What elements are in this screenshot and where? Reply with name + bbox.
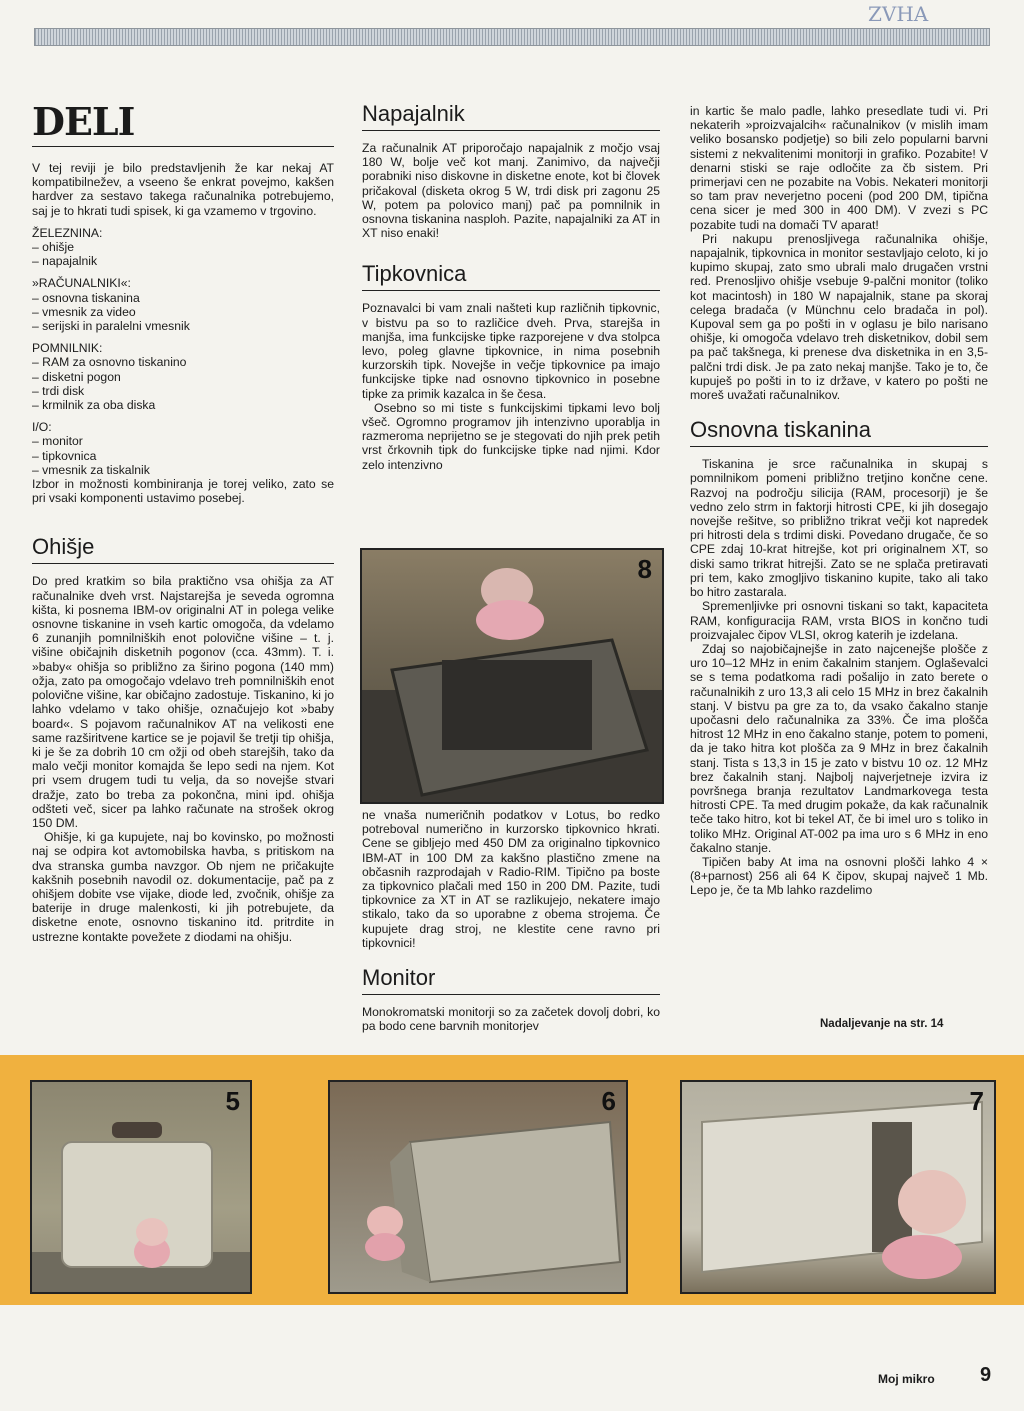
monitor-continued: in kartic še malo padle, lahko presedlate tudi vi. Pri nekaterih »proizvajalcih« računalnikov (v mislih imam veliko bosansko podjetje) so bili zelo popularni barvni sistemi z nekvalitenimi monitorji in grafiko. Pozabite! V denarni stiski se raje odločite za čb sistem. Pri primerjavi cen ne pozabite na Vobis. Nekateri monitorji so tam prav neverjetno poceni (pod 200 DM, tipična cena sicer je med 300 in 400 DM). V zvezi s PC pozabite tudi na domači TV aparat! bbox=[690, 104, 988, 232]
list-item: – napajalnik bbox=[32, 254, 98, 269]
list-heading: ŽELEZNINA: bbox=[32, 225, 103, 240]
list-item: – serijski in paralelni vmesnik bbox=[32, 319, 190, 334]
magazine-name: Moj mikro bbox=[878, 1372, 935, 1386]
section-rule bbox=[32, 563, 334, 564]
list-heading: I/O: bbox=[32, 420, 52, 435]
list-item: – trdi disk bbox=[32, 383, 85, 398]
list-heading: POMNILNIK: bbox=[32, 341, 103, 356]
list-item: – osnovna tiskanina bbox=[32, 290, 140, 305]
io-list bbox=[32, 420, 334, 477]
section-rule bbox=[362, 290, 660, 291]
section-rule bbox=[362, 994, 660, 995]
list-item: – disketni pogon bbox=[32, 369, 121, 384]
list-item: – vmesnik za tiskalnik bbox=[32, 462, 150, 477]
list-item: – ohišje bbox=[32, 240, 75, 255]
tipkovnica-paragraph-2: Osebno so mi tiste s funkcijskimi tipkami levo bolj všeč. Ogromno programov jih intenzivno uporablja in razmeroma neprijetno se je stegovati do njih prek petih vrst črkovnih tipk do funkcijske tipke nad njimi. Kdor zelo intenzivno bbox=[362, 400, 660, 472]
tiskanina-paragraph-1: Tiskanina je srce računalnika in skupaj s pomnilnikom pomeni približno tretjino končne cene. Razvoj na področju silicija (RAM, procesorji) je še vedno zelo strm in faktorji hitrosti CPE, ki jih dosegajo novejše rešitve, so približno trikrat večji kot napredek pri hitrosti dela s trdimi diski. Povedano drugače, če so CPE zdaj 10-krat hitrejše, kot pri originalnem XT, so diski samo trikrat hitrejši. Zato se ne splača pretiravati pri tem, kako zmogljivo tiskanino kupite, tako ali tako bo hitro zastarala. bbox=[690, 457, 988, 600]
top-decorative-bar bbox=[34, 28, 990, 46]
page-number: 9 bbox=[980, 1364, 992, 1386]
photo-5-illustration bbox=[32, 1082, 250, 1292]
article-title: DELI bbox=[32, 99, 135, 144]
tipkovnica-paragraph-1: Poznavalci bi vam znali našteti kup različnih tipkovnic, v bistvu pa so to različice dveh. Prva, starejša in manjša, ima funkcijske tipke razporejene v dva stolpca levo, poleg glavne tipkovnice, in nima posebnih kurzorskih tipk. Novejše in večje tipkovnice pa imajo funkcijske tipke nad osnovno tipkovnico in posebne tipke za primik kazalca in še česa. bbox=[362, 301, 660, 401]
photo-6-baby-case bbox=[328, 1080, 628, 1294]
section-title-ohisje: Ohišje bbox=[32, 534, 95, 560]
column-2-continued bbox=[362, 800, 660, 1033]
section-title-napajalnik: Napajalnik bbox=[362, 101, 465, 126]
section-rule bbox=[362, 130, 660, 131]
section-title-tipkovnica: Tipkovnica bbox=[362, 261, 467, 287]
zeleznina-list bbox=[32, 226, 334, 269]
photo-number: 6 bbox=[601, 1086, 616, 1116]
list-item: – vmesnik za video bbox=[32, 304, 136, 319]
prenosni-paragraph: Pri nakupu prenosljivega računalnika ohišje, napajalnik, tipkovnica in monitor sestavljajo celoto, ki jo kupimo skupaj, zato smo ubrali malo drugačen vrstni red. Prenosljivo ohišje vsebuje 9-palčni monitor (toliko kot macintosh) in 180 W napajalnik, stane pa skoraj celega bradača (v Münchnu celo bradača in pol). Kupoval sem ga po pošti in v oglasu je bilo narisano ohišje, ki omogoča vdelavo treh disketnikov, dobil sem pa pač takšnega, ki prenese dva disketnika in en 3,5-palčni trdi disk. Je pa zato nekaj manjše. Tako je to, če kupuješ po pošti in to iz države, v katero po pošti ne moreš uvažati računalnikov. bbox=[690, 231, 988, 403]
photo-6-illustration bbox=[330, 1082, 626, 1292]
photo-number: 5 bbox=[225, 1086, 240, 1116]
ohisje-paragraph-2: Ohišje, ki ga kupujete, naj bo kovinsko, po možnosti naj se odpira kot avtomobilska havba, s pritiskom na dva stranska gumba navzgor. Ob njem ne pričakujte kakšnih posebnih navodil oz. dokumentacije, pač pa z ohišjem dobite vse vijake, diode led, zvočnik, ohišje za baterije in druge malenkosti, ki jih potrebujete, da disketne enote, osnovno tiskanino itd. pritrdite in ustrezne kontakte povežete z diodami na ohišju. bbox=[32, 830, 334, 944]
section-title-monitor: Monitor bbox=[362, 965, 436, 991]
monitor-paragraph: Monokromatski monitorji so za začetek dovolj dobri, ko pa bodo cene barvnih monitorjev bbox=[362, 1005, 660, 1034]
photo-number: 7 bbox=[969, 1086, 984, 1116]
photo-5-portable-case bbox=[30, 1080, 252, 1294]
ohisje-paragraph-1: Do pred kratkim so bila praktično vsa ohišja za AT računalnike dveh vrst. Najstarejša je seveda ogromna kišta, ki posnema IBM-ov originalni AT in polega velike osnovne tiskanine in vseh kartic omogoča, da vdelamo 6 zunanjih pomnilniških enot polovične višine – t. j. višine običajnih disketnih pogonov (cca. 43mm). T. i. »baby« ohišja so približno za širino pogona (140 mm) ožja, zato pa omogočajo vdelavo treh pomnilniških enot polovične višine, kar običajno zadostuje. Tiskanino, ki jo lahko vdelamo v tako ohišje, označujejo kot »baby board«. S pojavom računalnikov AT na velikosti ene same razširitvene kartice se je pojavil še tretji tip ohišja, ki je še za dobrih 10 cm ožji od obeh starejših, tako da malo večji monitor komajda še lepo sedi na njem. Kot pri vsem drugem tudi tu velja, da so novejše stvari dražje, zato bo treba za pokončna, mini ipd. ohišja odšteti več, sicer pa lahko računate na strošek okrog 150 DM. bbox=[32, 574, 334, 830]
list-item: – tipkovnica bbox=[32, 448, 97, 463]
list-item: – monitor bbox=[32, 434, 83, 449]
section-rule bbox=[690, 446, 988, 447]
photo-7-illustration bbox=[682, 1082, 994, 1292]
list-item: – RAM za osnovno tiskanino bbox=[32, 355, 187, 370]
intro-paragraph: V tej reviji je bilo predstavljenih že kar nekaj AT kompatibilnežev, a vseeno še enkrat povejmo, kakšen hardver za sestavo takega računalnika potrebujemo, saj je to hkrati tudi spisek, ki ga vzamemo v trgovino. bbox=[32, 161, 334, 218]
tiskanina-paragraph-2: Spremenljivke pri osnovni tiskani so takt, kapaciteta RAM, konfiguracija RAM, vrsta BIOS in končno tudi proizvajalec čipov VLSI, okrog katerih je izdelana. bbox=[690, 599, 988, 642]
list-heading: »RAČUNALNIKI«: bbox=[32, 276, 131, 291]
photo-8-illustration bbox=[362, 550, 662, 802]
racunalniki-list bbox=[32, 276, 334, 333]
section-title-osnovna-tiskanina: Osnovna tiskanina bbox=[690, 417, 871, 443]
napajalnik-paragraph: Za računalnik AT priporočajo napajalnik z močjo vsaj 180 W, bolje več kot manj. Zanimivo, da največji porabniki niso diskovne in disketne enote, kot bi človek pričakoval (disketa okrog 5 W, trdi disk pri zagonu 25 W, potem pa polovico manj) pač pa pomnilnik in osnovna tiskanina nasploh. Pazite, napajalniki za AT in XT niso enaki! bbox=[362, 141, 660, 241]
handwritten-mark: ZVHA bbox=[868, 2, 929, 26]
tiskanina-paragraph-3: Zdaj so najobičajnejše in zato najcenejše plošče z uro 10–12 MHz in enim čakalnim stanjem. Oglaševalci se s tema podatkoma radi pošalijo in zato berete o računalnikih z uro 13,3 ali celo 15 MHz in brez čakalnih stanj. V bistvu pa gre za to, da vsako čakalno stanje upočasni delo računalnika za 33%. Če ima plošča hitrost 12 MHz in eno čakalno stanje, potem to pomeni, da je tako hitra kot plošča za 9 MHz in brez čakalnih stanj. Tista s 13,3 in 15 je zato v bistvu 10 oz. 12 MHz brez čakalnih stanj. Najbolj najverjetneje izvira iz površnega branja rezultatov Landmarkovega testa hitrosti CPE. Ta med drugim pokaže, da kak računalnik teče tako hitro, kot bi tekel AT, če bi imel uro s toliko in toliko MHz. Original AT-002 pa ima uro s 6 MHz in eno čakalno stanje. bbox=[690, 641, 988, 855]
column-3 bbox=[690, 104, 988, 898]
pomnilnik-list bbox=[32, 341, 334, 412]
column-2 bbox=[362, 100, 660, 472]
closing-paragraph: Izbor in možnosti kombiniranja je torej veliko, zato se pri vsaki komponenti ustavimo posebej. bbox=[32, 477, 334, 506]
column-1 bbox=[32, 100, 334, 944]
photo-7-tower-case bbox=[680, 1080, 996, 1294]
photo-8-computer-case-open bbox=[360, 548, 664, 804]
title-rule bbox=[32, 146, 334, 147]
tiskanina-paragraph-4: Tipičen baby At ima na osnovni plošči lahko 4 × (8+parnost) 256 ali 64 K čipov, skupaj največ 1 Mb. Lepo je, če ta Mb lahko razdelimo bbox=[690, 854, 988, 898]
tipkovnica-continued: ne vnaša numeričnih podatkov v Lotus, bo redko potreboval numerično in kurzorsko tipkovnico hkrati. Cene se gibljejo med 450 DM za originalno tipkovnico IBM-AT in 100 DM za kakšno plastično zmene na občasnih razprodajah v Radio-RIM. Tipično pa boste za tipkovnico plačali med 150 in 200 DM. Pazite, tudi tipkovnice za XT in AT se razlikujejo, nekatere imajo stikalo, tako da so uporabne z obema strojema. Če kupujete drag stroj, ne klestite cene ravno pri tipkovnici! bbox=[362, 808, 660, 950]
continuation-note: Nadaljevanje na str. 14 bbox=[820, 1018, 944, 1030]
list-item: – krmilnik za oba diska bbox=[32, 398, 156, 413]
photo-number: 8 bbox=[637, 554, 652, 584]
